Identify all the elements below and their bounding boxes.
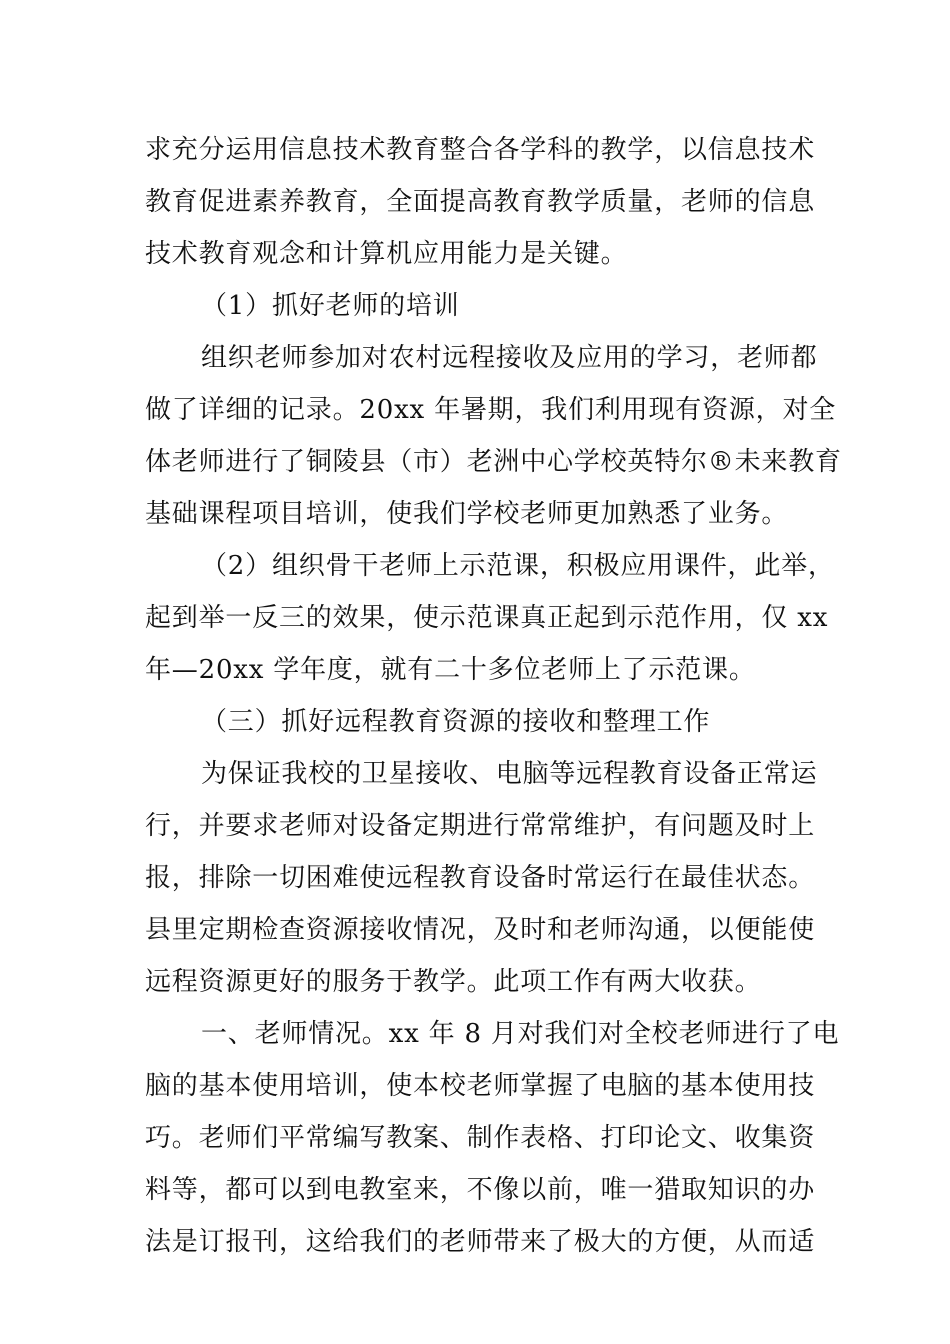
- text-line: 年—20xx 学年度，就有二十多位老师上了示范课。: [145, 655, 756, 685]
- text-line: 起到举一反三的效果，使示范课真正起到示范作用，仅 xx: [145, 603, 829, 633]
- text-line: 基础课程项目培训，使我们学校老师更加熟悉了业务。: [145, 499, 789, 529]
- text-line: 技术教育观念和计算机应用能力是关键。: [145, 239, 628, 269]
- text-line: 求充分运用信息技术教育整合各学科的教学，以信息技术: [145, 135, 816, 165]
- text-line: 脑的基本使用培训，使本校老师掌握了电脑的基本使用技: [145, 1071, 816, 1101]
- text-line: 远程资源更好的服务于教学。此项工作有两大收获。: [145, 967, 762, 997]
- section-heading: （1）抓好老师的培训: [201, 291, 460, 321]
- paragraph-start-line: （2）组织骨干老师上示范课，积极应用课件，此举，: [201, 551, 835, 581]
- paragraph-start-line: 一、老师情况。xx 年 8 月对我们对全校老师进行了电: [201, 1019, 840, 1049]
- text-line: 法是订报刊，这给我们的老师带来了极大的方便，从而适: [145, 1227, 816, 1257]
- text-line: 巧。老师们平常编写教案、制作表格、打印论文、收集资: [145, 1123, 816, 1153]
- paragraph-start-line: 组织老师参加对农村远程接收及应用的学习，老师都: [201, 343, 818, 373]
- section-heading: （三）抓好远程教育资源的接收和整理工作: [201, 707, 711, 737]
- text-line: 做了详细的记录。20xx 年暑期，我们利用现有资源，对全: [145, 395, 837, 425]
- text-line: 体老师进行了铜陵县（市）老洲中心学校英特尔®未来教育: [145, 447, 842, 477]
- paragraph-start-line: 为保证我校的卫星接收、电脑等远程教育设备正常运: [201, 759, 818, 789]
- text-line: 县里定期检查资源接收情况，及时和老师沟通，以便能使: [145, 915, 816, 945]
- text-line: 教育促进素养教育，全面提高教育教学质量，老师的信息: [145, 187, 816, 217]
- text-line: 料等，都可以到电教室来，不像以前，唯一猎取知识的办: [145, 1175, 816, 1205]
- document-body: [145, 124, 842, 1268]
- text-line: 报，排除一切困难使远程教育设备时常运行在最佳状态。: [145, 863, 816, 893]
- text-line: 行，并要求老师对设备定期进行常常维护，有问题及时上: [145, 811, 816, 841]
